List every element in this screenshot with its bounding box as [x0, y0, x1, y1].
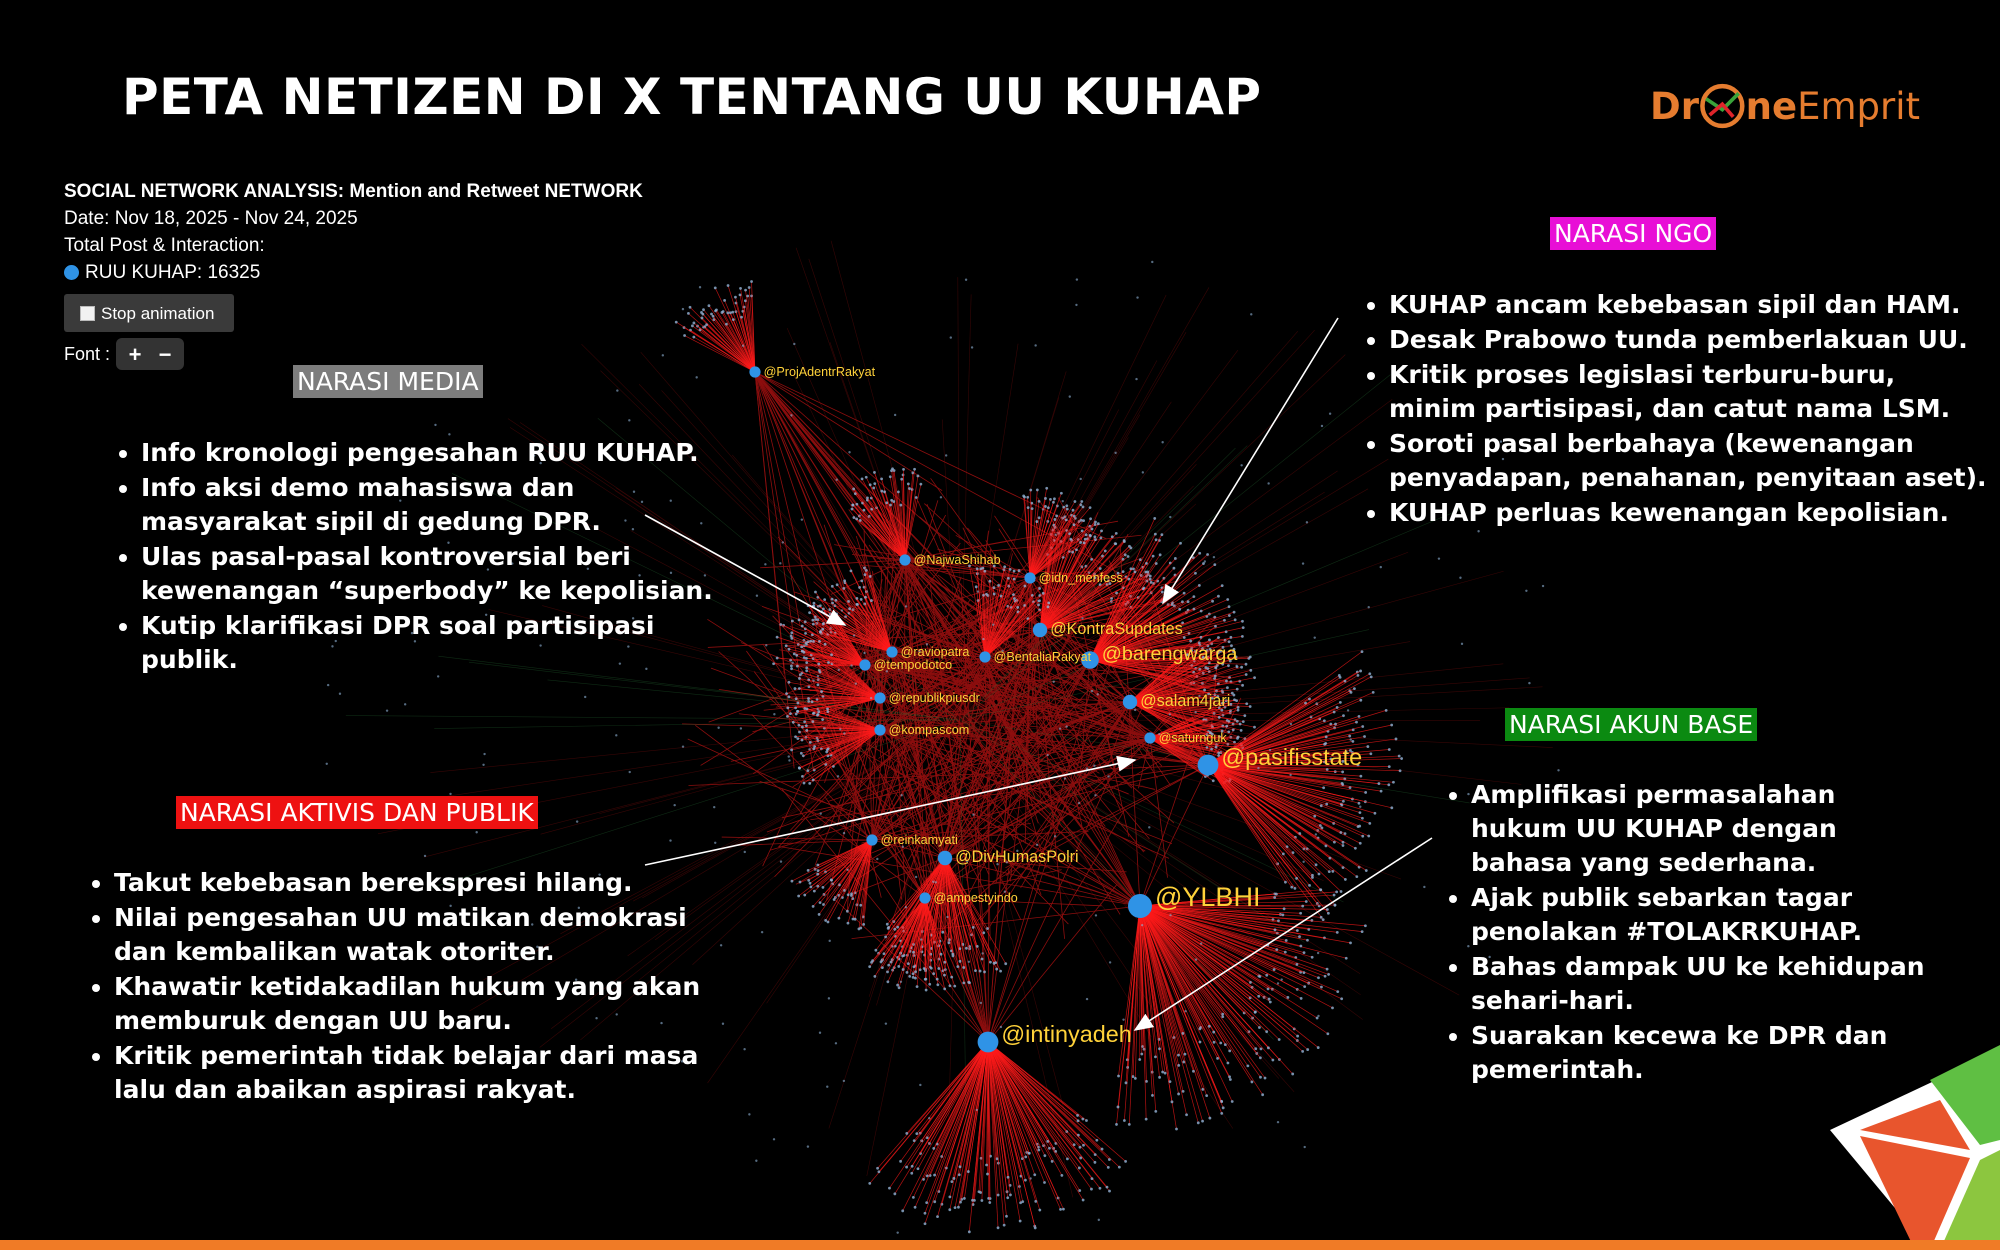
sna-date-value: Nov 18, 2025 - Nov 24, 2025 — [114, 208, 358, 229]
list-item: • Kritik proses legislasi terburu-buru, minim partisipasi, dan catut nama LSM. — [1389, 358, 1989, 426]
hub-label: @republikpiusdr — [888, 691, 980, 705]
hub-node — [1123, 695, 1137, 709]
narasi-media-tag: NARASI MEDIA — [293, 365, 483, 398]
sna-series-label: RUU KUHAP: — [85, 262, 203, 283]
sna-total-label: Total Post & Interaction: — [64, 235, 265, 256]
hub-label: @salam4jari — [1140, 692, 1231, 710]
list-item: • Kritik pemerintah tidak belajar dari masa lalu dan abaikan aspirasi rakyat. — [114, 1039, 704, 1107]
hub-label: @YLBHI — [1155, 882, 1261, 912]
list-item: • Nilai pengesahan UU matikan demokrasi dan kembalikan watak otoriter. — [114, 901, 704, 969]
list-item: • Ulas pasal-pasal kontroversial beri kewenangan “superbody” ke kepolisian. — [141, 540, 721, 608]
narasi-ngo-tag: NARASI NGO — [1550, 217, 1716, 250]
bottom-accent-bar — [0, 1240, 2000, 1250]
corner-decoration — [1820, 1040, 2000, 1250]
font-increase-button[interactable]: + — [128, 341, 142, 367]
list-item: • Amplifikasi permasalahan hukum UU KUHAP dengan bahasa yang sederhana. — [1471, 778, 1931, 880]
hub-label: @saturnguk — [1158, 731, 1227, 745]
logo-text-emprit: Emprit — [1797, 84, 1920, 128]
hub-label: @barengwarga — [1101, 643, 1238, 665]
drone-emprit-logo — [1650, 74, 1920, 138]
arrow-ngo — [1163, 318, 1338, 603]
drone-logo-icon — [1697, 78, 1748, 134]
list-item: • KUHAP perluas kewenangan kepolisian. — [1389, 496, 1989, 530]
list-item: • Kutip klarifikasi DPR soal partisipasi publik. — [141, 609, 721, 677]
hub-node — [919, 892, 930, 903]
hub-label: @idn_menfess — [1038, 571, 1123, 585]
hub-label: @KontraSupdates — [1050, 620, 1183, 638]
narasi-ngo-list — [1361, 288, 1989, 531]
font-size-control — [116, 338, 184, 370]
list-item: • Bahas dampak UU ke kehidupan sehari-hari. — [1471, 950, 1931, 1018]
sna-series-row — [64, 259, 643, 286]
hub-fan — [1208, 650, 1403, 921]
stop-animation-label: Stop animation — [101, 303, 215, 323]
hub-node — [874, 724, 885, 735]
list-item: • Takut kebebasan berekspresi hilang. — [114, 866, 704, 900]
font-decrease-button[interactable]: − — [158, 341, 172, 367]
sna-series-value: 16325 — [207, 262, 261, 283]
hub-fan — [1115, 888, 1367, 1130]
narasi-aktivis-list — [86, 866, 704, 1108]
hub-label: @pasifisstate — [1221, 744, 1363, 770]
sna-heading: SOCIAL NETWORK ANALYSIS: Mention and Retweet NETWORK — [64, 181, 643, 202]
hub-node — [1198, 755, 1219, 776]
hub-node — [886, 646, 897, 657]
list-item: • Soroti pasal berbahaya (kewenangan penyadapan, penahanan, penyitaan aset). — [1389, 427, 1989, 495]
hub-label: @DivHumasPolri — [955, 848, 1079, 866]
narasi-media-list — [113, 436, 721, 678]
sna-date-row — [64, 205, 643, 232]
list-item: • KUHAP ancam kebebasan sipil dan HAM. — [1389, 288, 1989, 322]
list-item: • Khawatir ketidakadilan hukum yang akan memburuk dengan UU baru. — [114, 970, 704, 1038]
hub-node — [1144, 732, 1155, 743]
hub-node — [979, 651, 990, 662]
hub-node — [978, 1032, 999, 1053]
hub-label: @ProjAdentrRakyat — [763, 365, 876, 379]
font-label: Font : — [64, 343, 111, 364]
hub-node — [938, 851, 952, 865]
list-item: • Ajak publik sebarkan tagar penolakan #TOLAKRKUHAP. — [1471, 881, 1931, 949]
hub-label: @intinyadeh — [1001, 1021, 1132, 1047]
stop-animation-button[interactable] — [64, 294, 234, 332]
list-item: • Info kronologi pengesahan RUU KUHAP. — [141, 436, 721, 470]
hub-node — [749, 366, 760, 377]
narasi-base-tag: NARASI AKUN BASE — [1505, 708, 1757, 741]
hub-label: @ampestyindo — [933, 891, 1018, 905]
page-title: PETA NETIZEN DI X TENTANG UU KUHAP — [122, 68, 1262, 126]
hub-fan — [868, 1042, 1127, 1233]
hub-node — [1033, 623, 1047, 637]
hub-fan — [675, 280, 755, 372]
list-item: • Suarakan kecewa ke DPR dan pemerintah. — [1471, 1019, 1931, 1087]
hub-label: @reinkamyati — [880, 833, 958, 847]
hub-node — [866, 834, 877, 845]
hub-node — [1024, 572, 1035, 583]
sna-info-panel — [64, 178, 643, 370]
list-item: • Desak Prabowo tunda pemberlakuan UU. — [1389, 323, 1989, 357]
series-dot-icon — [64, 265, 79, 280]
hub-label: @tempodotco — [873, 658, 953, 672]
hub-label: @raviopatra — [900, 645, 970, 659]
hub-node — [874, 692, 885, 703]
hub-node — [859, 659, 870, 670]
hub-node — [1128, 894, 1152, 918]
logo-text-ne: ne — [1745, 84, 1798, 128]
sna-date-label: Date: — [64, 208, 110, 229]
hub-node — [899, 554, 910, 565]
list-item: • Info aksi demo mahasiswa dan masyarakat sipil di gedung DPR. — [141, 471, 721, 539]
hub-label: @kompascom — [888, 723, 970, 737]
hub-fan — [851, 467, 923, 560]
stop-animation-checkbox[interactable] — [80, 306, 95, 321]
logo-text-dr: Dr — [1650, 84, 1699, 128]
hub-label: @NajwaShihab — [913, 553, 1001, 567]
hub-label: @BentaliaRakyat — [993, 650, 1092, 664]
narasi-aktivis-tag: NARASI AKTIVIS DAN PUBLIK — [176, 796, 538, 829]
